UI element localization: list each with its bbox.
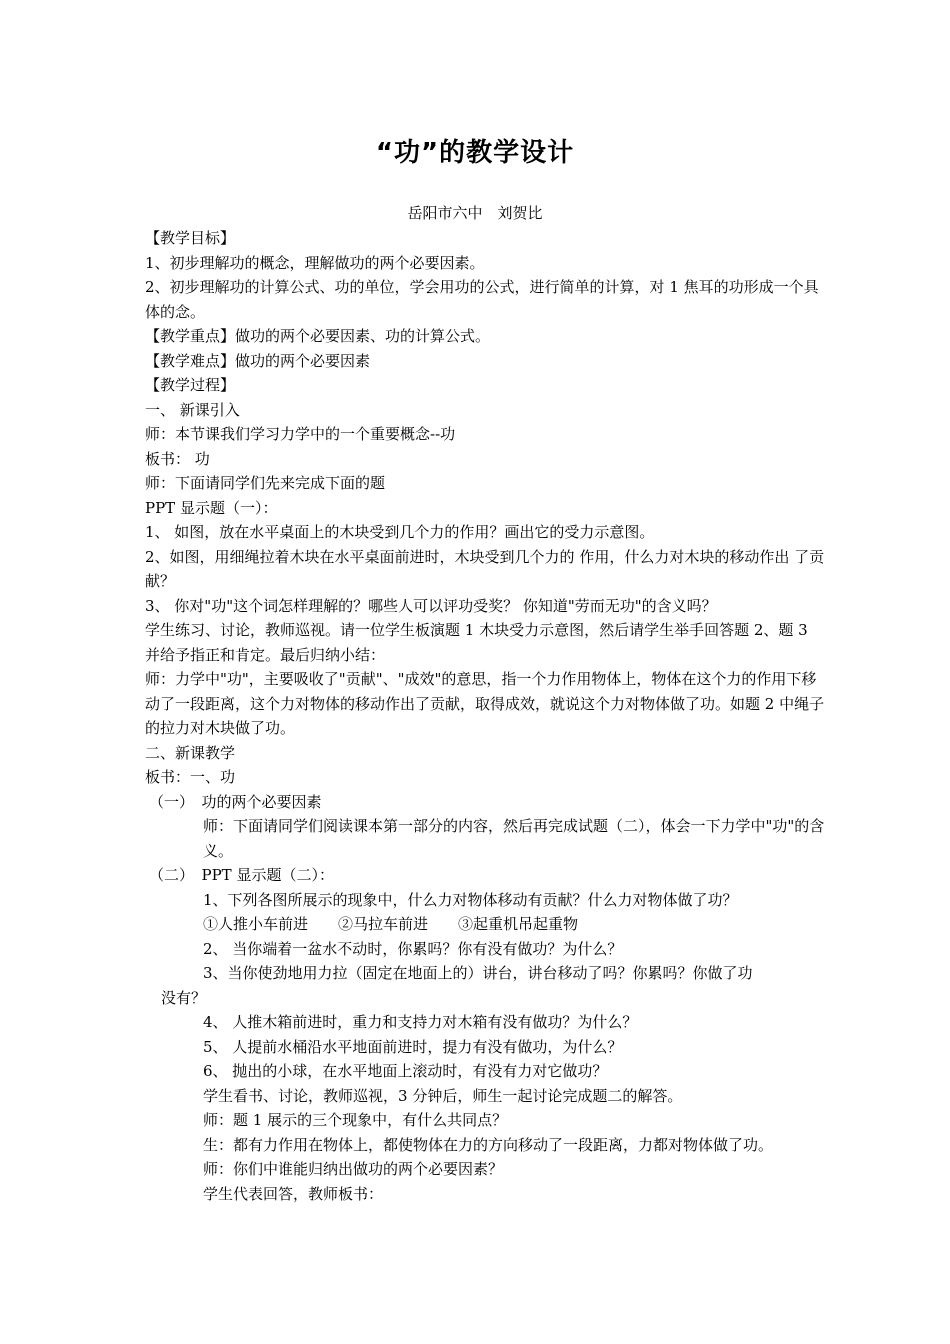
paragraph: 板书： 功 (145, 449, 210, 468)
paragraph: 师：题 1 展示的三个现象中，有什么共同点？ (203, 1111, 508, 1129)
paragraph: 2、 当你端着一盆水不动时，你累吗？你有没有做功？为什么？ (203, 939, 623, 958)
document-title: “功”的教学设计 (375, 138, 575, 168)
paragraph: 2、初步理解功的计算公式、功的单位，学会用功的公式，进行简单的计算，对 1 焦耳的功形成一个具体的念。 (145, 278, 819, 321)
document-body (145, 226, 825, 1206)
paragraph: 2、如图，用细绳拉着木块在水平桌面前进时，木块受到几个力的 作用，什么力对木块的移动作出 了贡献？ (145, 547, 825, 590)
paragraph: 学生看书、讨论，教师巡视，3 分钟后，师生一起讨论完成题二的解答。 (203, 1086, 683, 1105)
paragraph: 3、 你对"功"这个词怎样理解的？哪些人可以评功受奖？ 你知道"劳而无功"的含义吗？ (145, 596, 717, 615)
section-heading: 【教学难点】做功的两个必要因素 (145, 351, 371, 370)
author-line: 岳阳市六中 刘贺比 (407, 204, 543, 222)
paragraph: 没有？ (161, 988, 207, 1007)
paragraph: 1、 如图，放在水平桌面上的木块受到几个力的作用？画出它的受力示意图。 (145, 523, 655, 541)
paragraph: 生：都有力作用在物体上，都使物体在力的方向移动了一段距离，力都对物体做了功。 (203, 1135, 774, 1154)
paragraph: 师：你们中谁能归纳出做功的两个必要因素？ (203, 1160, 504, 1178)
section-heading: 【教学重点】做功的两个必要因素、功的计算公式。 (145, 327, 491, 345)
paragraph: 师：下面请同学们阅读课本第一部分的内容，然后再完成试题（二），体会一下力学中"功"的含义。 (203, 817, 825, 860)
paragraph: 师：本节课我们学习力学中的一个重要概念--功 (145, 425, 456, 443)
paragraph: 1、下列各图所展示的现象中，什么力对物体移动有贡献？什么力对物体做了功？ (203, 890, 738, 909)
section-heading: 【教学过程】 (145, 376, 236, 394)
paragraph: 二、新课教学 (145, 743, 236, 762)
paragraph: ①人推小车前进 ②马拉车前进 ③起重机吊起重物 (203, 915, 579, 933)
paragraph: （二） PPT 显示题（二）： (149, 866, 334, 884)
paragraph: 学生练习、讨论，教师巡视。请一位学生板演题 1 木块受力示意图，然后请学生举手回答题 2、题 3 并给予指正和肯定。最后归纳小结： (145, 621, 808, 664)
paragraph: 1、初步理解功的概念，理解做功的两个必要因素。 (145, 253, 485, 272)
paragraph: 一、 新课引入 (145, 400, 240, 419)
paragraph: 师：力学中"功"，主要吸收了"贡献"、"成效"的意思，指一个力作用物体上，物体在这个力的作用下移动了一段距离，这个力对物体的移动作出了贡献，取得成效，就说这个力对物体做了功。如题 2 中绳子的拉力对木块做了功。 (145, 670, 825, 737)
paragraph: 板书：一、功 (145, 768, 236, 786)
paragraph: （一） 功的两个必要因素 (149, 792, 322, 811)
paragraph: 4、 人推木箱前进时，重力和支持力对木箱有没有做功？为什么？ (203, 1013, 638, 1031)
paragraph: 5、 人提前水桶沿水平地面前进时，提力有没有做功，为什么？ (203, 1037, 623, 1056)
paragraph: 3、当你使劲地用力拉（固定在地面上的）讲台，讲台移动了吗？你累吗？你做了功 (203, 964, 753, 982)
paragraph: 师：下面请同学们先来完成下面的题 (145, 474, 386, 492)
section-heading: 【教学目标】 (145, 229, 236, 247)
paragraph: 6、 抛出的小球，在水平地面上滚动时，有没有力对它做功？ (203, 1062, 608, 1080)
paragraph: 学生代表回答，教师板书： (203, 1184, 384, 1203)
paragraph: PPT 显示题（一）： (145, 498, 278, 517)
